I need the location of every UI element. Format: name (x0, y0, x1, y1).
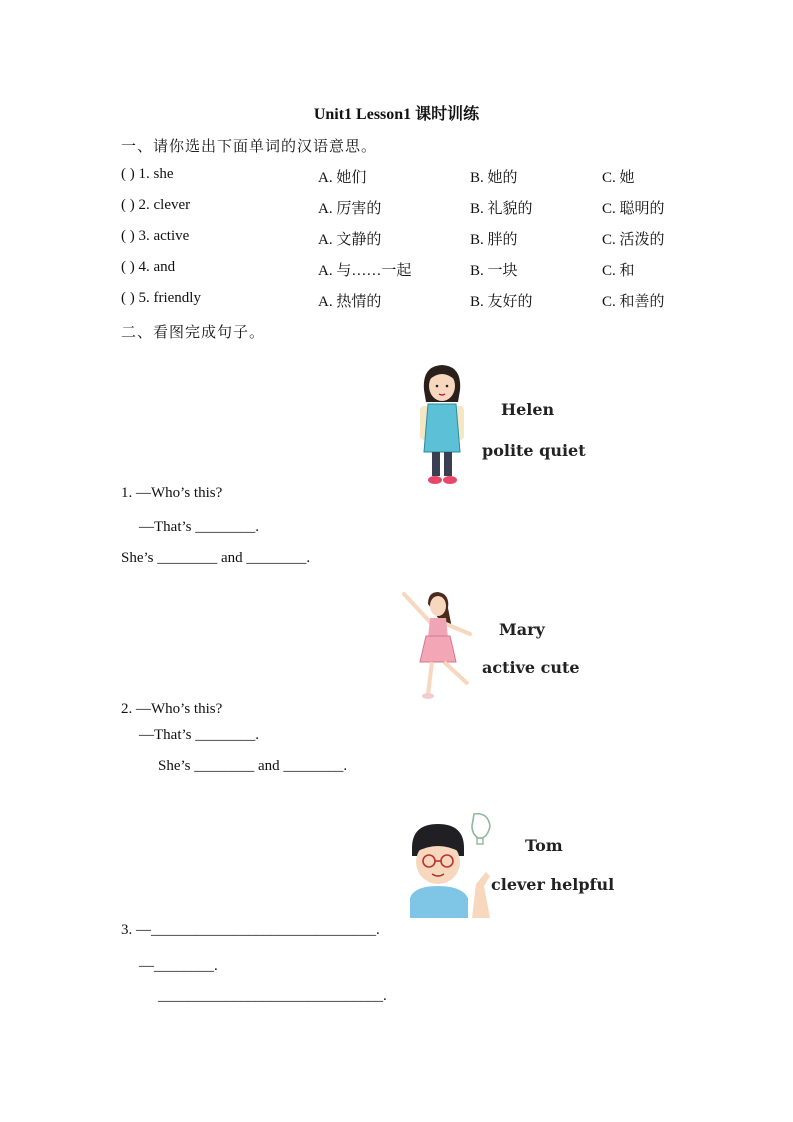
option-a: A. 厉害的 (318, 201, 382, 217)
option-a: A. 她们 (318, 170, 367, 186)
option-b: B. 一块 (470, 263, 518, 279)
section-1-heading: 一、请你选出下面单词的汉语意思。 (121, 139, 378, 155)
question-number: ( ) 1. she (121, 166, 174, 182)
question-1-line-2: —That’s ________. (139, 519, 259, 535)
question-number: ( ) 4. and (121, 259, 176, 275)
option-b: B. 她的 (470, 170, 518, 186)
picture-traits: polite quiet (482, 441, 586, 460)
mary-illustration (398, 590, 476, 702)
question-2-line-3: She’s ________ and ________. (158, 758, 348, 774)
question-number: ( ) 2. clever (121, 197, 191, 213)
question-2-line-2: —That’s ________. (139, 727, 259, 743)
picture-traits: clever helpful (491, 875, 615, 894)
question-2-line-1: 2. —Who’s this? (121, 701, 223, 717)
option-a: A. 文静的 (318, 232, 382, 248)
option-b: B. 礼貌的 (470, 201, 533, 217)
picture-traits: active cute (482, 658, 580, 677)
picture-name: Helen (501, 400, 555, 419)
helen-illustration (414, 362, 470, 490)
question-number: ( ) 5. friendly (121, 290, 201, 306)
tom-illustration (404, 806, 500, 918)
question-number: ( ) 3. active (121, 228, 190, 244)
option-b: B. 友好的 (470, 294, 533, 310)
option-b: B. 胖的 (470, 232, 518, 248)
option-c: C. 和善的 (602, 294, 665, 310)
option-c: C. 活泼的 (602, 232, 665, 248)
question-3-line-3: ______________________________. (158, 988, 387, 1004)
question-1-line-1: 1. —Who’s this? (121, 485, 223, 501)
option-c: C. 她 (602, 170, 635, 186)
section-2-heading: 二、看图完成句子。 (121, 325, 266, 341)
option-a: A. 热情的 (318, 294, 382, 310)
picture-name: Tom (525, 836, 563, 855)
question-1-line-3: She’s ________ and ________. (121, 550, 311, 566)
option-c: C. 和 (602, 263, 635, 279)
picture-name: Mary (499, 620, 545, 639)
option-a: A. 与……一起 (318, 263, 412, 279)
question-3-line-2: —________. (139, 958, 218, 974)
question-3-line-1: 3. —______________________________. (121, 922, 380, 938)
page-title: Unit1 Lesson1 课时训练 (313, 106, 480, 123)
option-c: C. 聪明的 (602, 201, 665, 217)
